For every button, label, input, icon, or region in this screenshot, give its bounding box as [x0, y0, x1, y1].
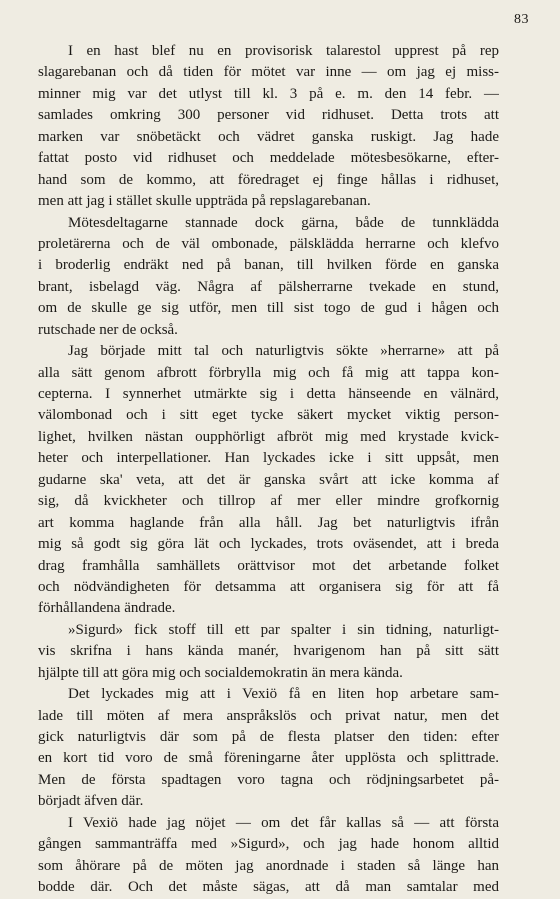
- text-line: i broderlig endräkt ned på banan, till hvilken förde en ganska: [38, 257, 499, 274]
- text-line: börjadt äfven där.: [38, 793, 144, 810]
- text-line: cepterna. I synnerhet utmärkte sig i detta hänseende en välnärd,: [38, 386, 499, 402]
- text-line: art komma haglande från alla håll. Jag bet naturligtvis ifrån: [38, 514, 499, 531]
- text-line: lade till möten af mera anspråkslös och privat natur, men det: [38, 707, 499, 724]
- text-line: gick naturligtvis där som på de flesta platser den tiden: efter: [38, 729, 499, 745]
- text-line: en kort tid voro de små föreningarne åter upplösta och splittrade.: [38, 750, 499, 767]
- text-line: förhållandena ändrade.: [38, 600, 176, 617]
- text-line: som åhörare på de möten jag anordnade i staden så länge han: [38, 857, 499, 874]
- paragraph: [38, 813, 499, 899]
- paragraph: [38, 41, 499, 213]
- text-line: proletärerna och de väl ombonade, pälsklädda herrarne och klefvo: [38, 235, 499, 252]
- text-line: Mötesdeltagarne stannade dock gärna, både de tunnklädda: [68, 214, 499, 231]
- text-line: drag framhålla samhällets orättvisor mot det arbetande folket: [38, 557, 499, 574]
- text-line: I en hast blef nu en provisorisk talarestol upprest på rep: [68, 43, 499, 59]
- text-line: Jag började mitt tal och naturligtvis sökte »herrarne» att på: [68, 343, 499, 360]
- text-line: samlades omkring 300 personer vid ridhuset. Detta trots att: [38, 107, 499, 124]
- text-line: gudarne ska' veta, att det är ganska svårt att icke komma af: [38, 471, 499, 488]
- text-line: men att jag i stället skulle uppträda på repslagarebanan.: [38, 193, 371, 210]
- page-number: 83: [514, 12, 529, 27]
- text-line: Det lyckades mig att i Vexiö få en liten hop arbetare sam-: [68, 686, 499, 703]
- text-line: Men de första spadtagen voro tagna och rödjningsarbetet på-: [38, 771, 499, 788]
- text-line: brant, isbelagd väg. Några af pälsherrarne tvekade en stund,: [38, 278, 499, 295]
- text-line: minner mig var det utlyst till kl. 3 på e. m. den 14 febr. —: [38, 85, 499, 102]
- text-line: »Sigurd» fick stoff till ett par spalter i sin tidning, naturligt-: [68, 621, 499, 638]
- text-line: hjälpte till att göra mig och socialdemokratin än mera kända.: [38, 664, 403, 681]
- paragraph: [38, 341, 499, 620]
- text-line: om de skulle ge sig utför, men till sist togo de gud i hågen och: [38, 300, 499, 317]
- text-line: bodde där. Och det måste sägas, att då man samtalar med: [38, 879, 499, 896]
- text-line: gången sammanträffa med »Sigurd», och jag hade honom alltid: [38, 836, 499, 853]
- text-line: sig, då kvickheter och tillrop af mer eller mindre grofkornig: [38, 493, 499, 510]
- text-line: heter och interpellationer. Han lyckades icke i sitt uppsåt, men: [38, 450, 499, 467]
- text-line: fattat posto vid ridhuset och meddelade mötesbesökarne, efter-: [38, 150, 499, 167]
- text-line: mig så godt sig göra lät och lyckades, trots oväsendet, att i breda: [38, 536, 499, 553]
- paragraph: [38, 684, 499, 813]
- text-line: rutschade ner de också.: [38, 321, 178, 338]
- text-line: vis skrifna i hans kända manér, hvarigenom han på sitt sätt: [38, 643, 499, 660]
- text-line: lighet, hvilken nästan oupphörligt afbröt mig med krystade kvick-: [38, 428, 499, 445]
- text-line: välombonad och i sitt eget tycke säkert mycket viktig person-: [38, 407, 499, 424]
- text-line: slagarebanan och då tiden för mötet var inne — om jag ej miss-: [38, 64, 499, 81]
- text-line: marken var snöbetäckt och vädret ganska ruskigt. Jag hade: [38, 128, 499, 145]
- text-line: I Vexiö hade jag nöjet — om det får kallas så — att första: [68, 814, 499, 831]
- text-line: och nödvändigheten för detsamma att organisera sig för att få: [38, 578, 499, 595]
- paragraph: [38, 620, 499, 684]
- body-text: [38, 41, 499, 899]
- text-line: hand som de kommo, att föredraget ej finge hållas i ridhuset,: [38, 171, 499, 188]
- paragraph: [38, 213, 499, 342]
- text-line: alla sätt genom afbrott förbrylla mig och få mig att tappa kon-: [38, 364, 499, 381]
